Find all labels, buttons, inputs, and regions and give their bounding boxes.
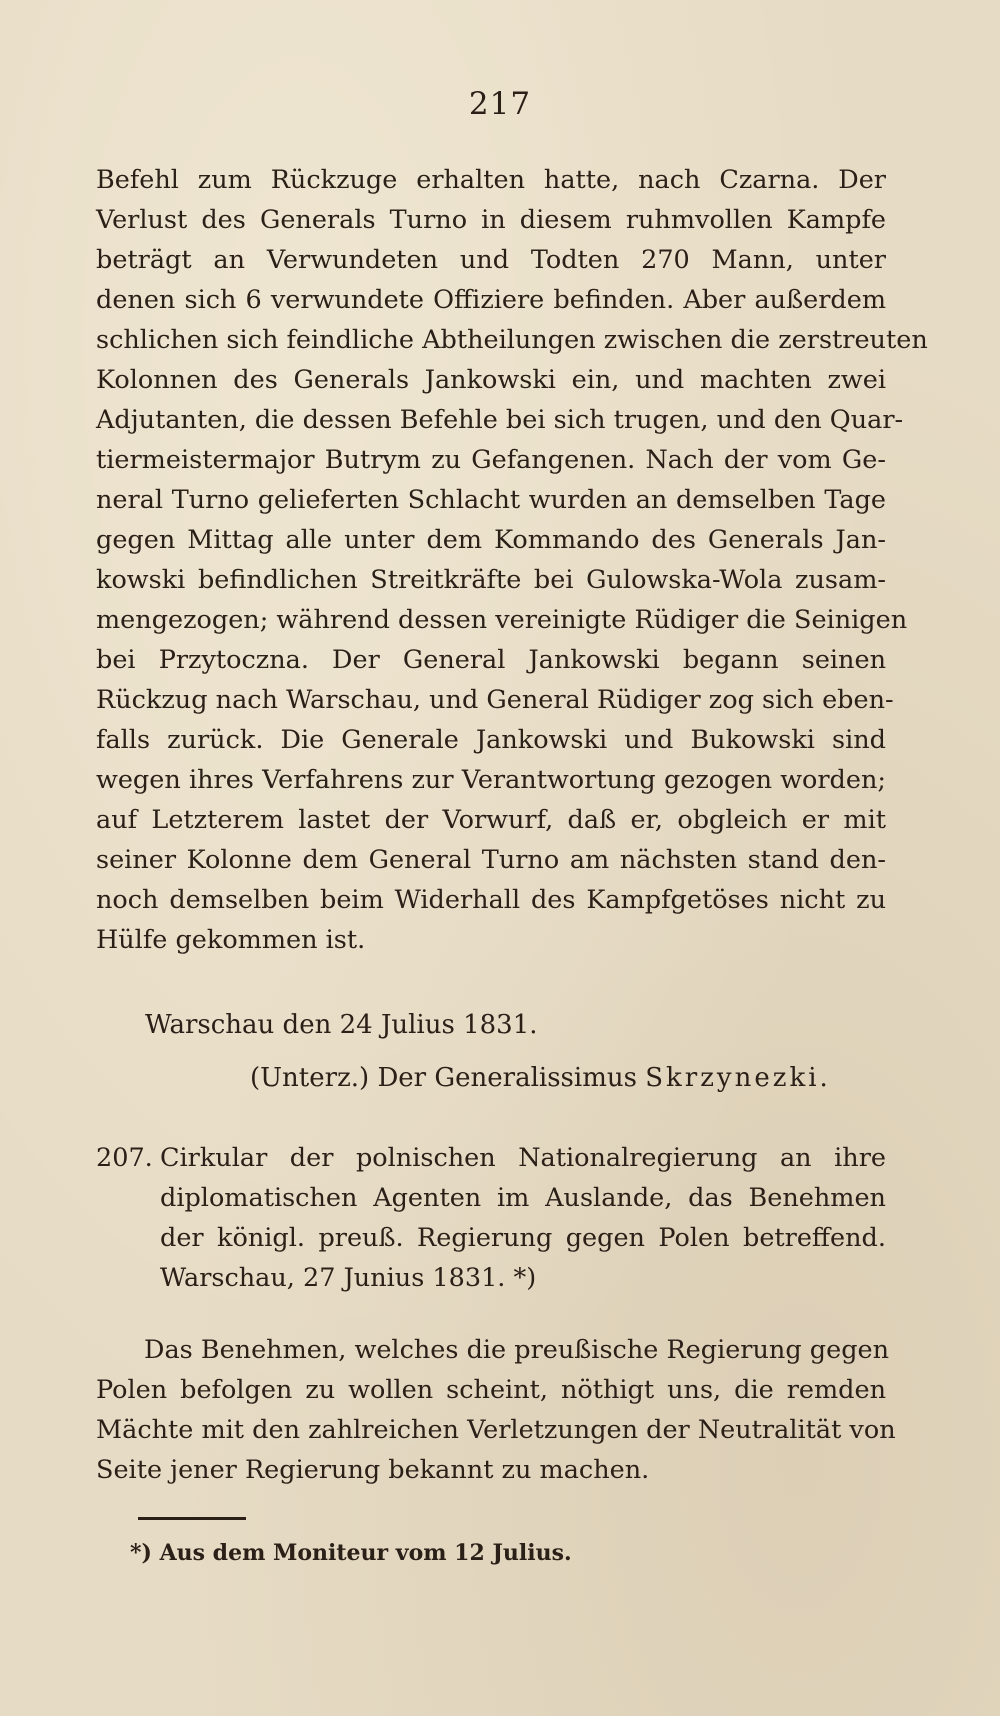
signature-prefix: (Unterz.) bbox=[250, 1063, 370, 1093]
text-line: Kolonnen des Generals Jankowski ein, und machten zwei bbox=[96, 365, 886, 395]
text-line: schlichen sich feindliche Abtheilungen zwischen die zerstreuten bbox=[96, 325, 928, 355]
footnote-divider bbox=[138, 1517, 246, 1520]
text-line: Hülfe gekommen ist. bbox=[96, 925, 366, 955]
text-line: beträgt an Verwundeten und Todten 270 Mann, unter bbox=[96, 245, 886, 275]
text-line: Befehl zum Rückzuge erhalten hatte, nach Czarna. Der bbox=[96, 165, 886, 195]
text-line: falls zurück. Die Generale Jankowski und Bukowski sind bbox=[96, 725, 886, 755]
page-number: 217 bbox=[468, 86, 532, 122]
document-number: 207. bbox=[96, 1143, 153, 1173]
text-line: kowski befindlichen Streitkräfte bei Gulowska-Wola zusam- bbox=[96, 565, 886, 595]
heading-line: Cirkular der polnischen Nationalregierung an ihre bbox=[160, 1143, 886, 1173]
text-line: Verlust des Generals Turno in diesem ruhmvollen Kampfe bbox=[96, 205, 886, 235]
document-body bbox=[96, 1330, 896, 1490]
body-text bbox=[96, 160, 928, 960]
text-line: mengezogen; während dessen vereinigte Rüdiger die Seinigen bbox=[96, 605, 908, 635]
heading-line: diplomatischen Agenten im Auslande, das Benehmen bbox=[160, 1183, 886, 1213]
text-line: tiermeistermajor Butrym zu Gefangenen. Nach der vom Ge- bbox=[96, 445, 886, 475]
text-line: Polen befolgen zu wollen scheint, nöthigt uns, die remden bbox=[96, 1375, 886, 1405]
signature-name: Skrzynezki. bbox=[645, 1063, 831, 1093]
text-line: Rückzug nach Warschau, und General Rüdiger zog sich eben- bbox=[96, 685, 894, 715]
text-line: denen sich 6 verwundete Offiziere befinden. Aber außerdem bbox=[96, 285, 886, 315]
text-line: Seite jener Regierung bekannt zu machen. bbox=[96, 1455, 650, 1485]
text-line: noch demselben beim Widerhall des Kampfgetöses nicht zu bbox=[96, 885, 886, 915]
text-line: auf Letzterem lastet der Vorwurf, daß er, obgleich er mit bbox=[96, 805, 886, 835]
document-heading bbox=[96, 1138, 886, 1298]
text-line: Mächte mit den zahlreichen Verletzungen der Neutralität von bbox=[96, 1415, 896, 1445]
heading-line: Warschau, 27 Junius 1831. *) bbox=[160, 1263, 537, 1293]
text-line: Adjutanten, die dessen Befehle bei sich trugen, und den Quar- bbox=[96, 405, 904, 435]
signature bbox=[250, 1063, 831, 1093]
text-line: neral Turno gelieferten Schlacht wurden an demselben Tage bbox=[96, 485, 886, 515]
signature-title: Der Generalissimus bbox=[377, 1063, 637, 1093]
heading-line: der königl. preuß. Regierung gegen Polen betreffend. bbox=[160, 1223, 886, 1253]
text-line: gegen Mittag alle unter dem Kommando des Generals Jan- bbox=[96, 525, 886, 555]
footnote: *) Aus dem Moniteur vom 12 Julius. bbox=[130, 1540, 572, 1566]
text-line: seiner Kolonne dem General Turno am nächsten stand den- bbox=[96, 845, 886, 875]
text-line: wegen ihres Verfahrens zur Verantwortung gezogen worden; bbox=[96, 765, 886, 795]
text-line: Das Benehmen, welches die preußische Regierung gegen bbox=[144, 1335, 890, 1365]
dateline: Warschau den 24 Julius 1831. bbox=[145, 1010, 538, 1040]
text-line: bei Przytoczna. Der General Jankowski begann seinen bbox=[96, 645, 886, 675]
